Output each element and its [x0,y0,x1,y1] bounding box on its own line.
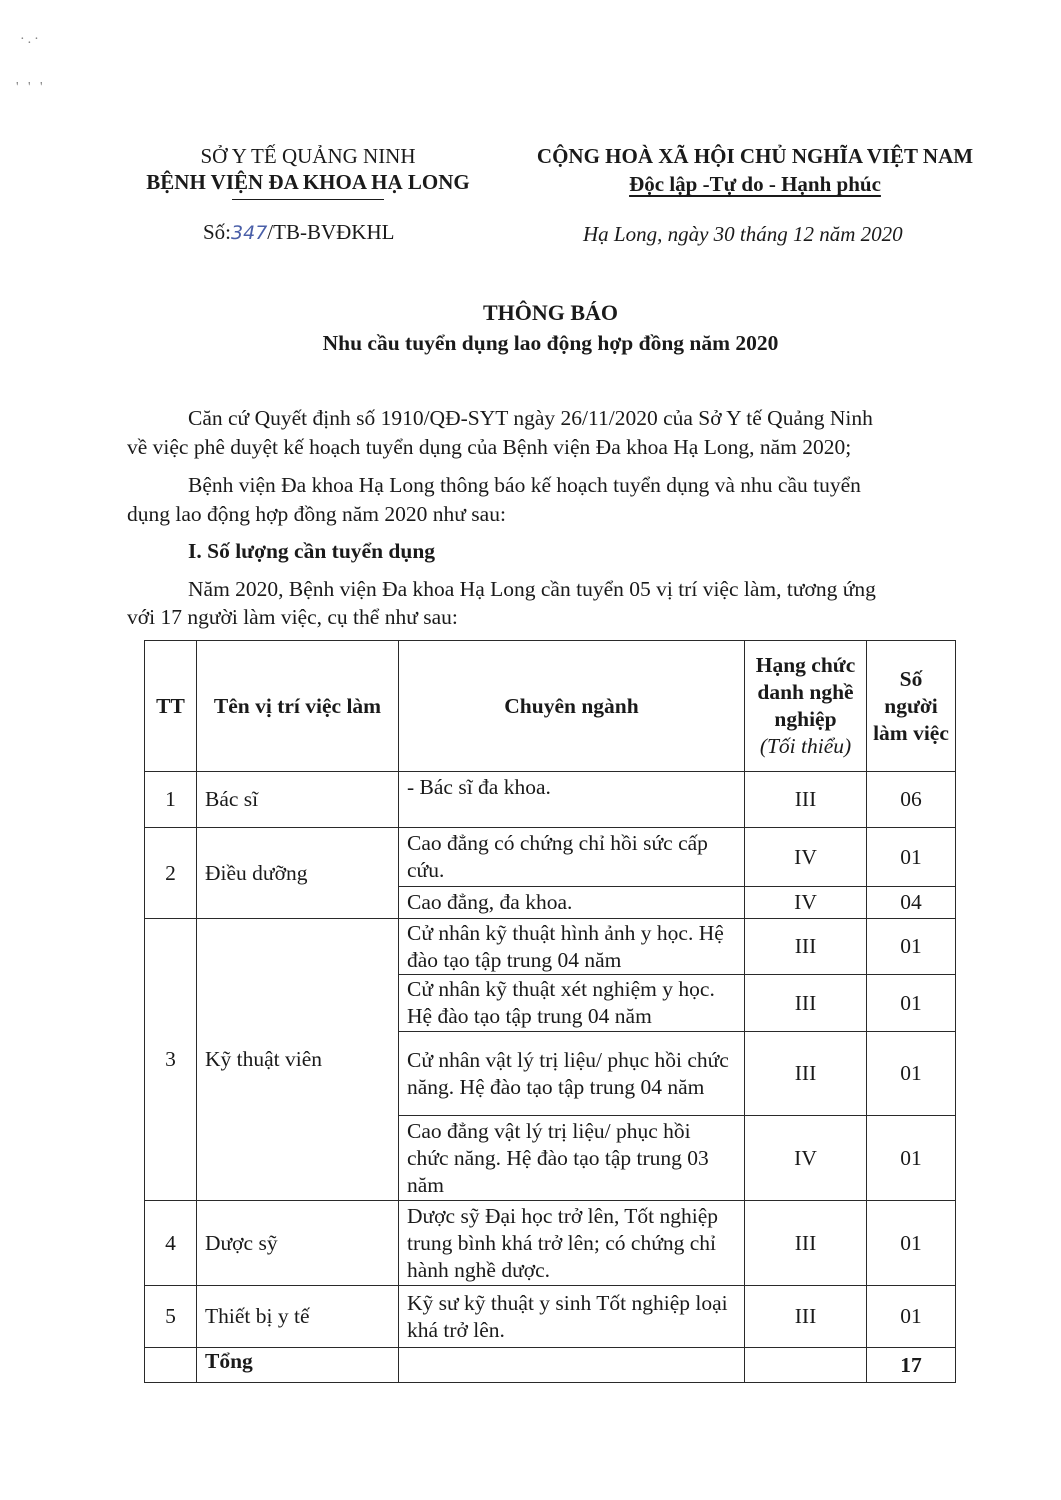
header-position: Tên vị trí việc làm [197,641,399,772]
cell-tt: 1 [145,772,197,828]
cell-specialty: Cao đẳng vật lý trị liệu/ phục hồi chức năng. Hệ đào tạo tập trung 03 năm [399,1116,745,1201]
cell-rank-empty [745,1348,867,1383]
section-heading: I. Số lượng cần tuyển dụng [188,539,436,563]
cell-count: 01 [867,1116,956,1201]
cell-specialty: Cao đẳng, đa khoa. [399,887,745,919]
page-title: THÔNG BÁO [482,300,619,325]
cell-specialty-empty [399,1348,745,1383]
cell-specialty: - Bác sĩ đa khoa. [399,772,745,828]
header-rank-note: (Tối thiểu) [759,734,852,758]
header-specialty: Chuyên ngành [399,641,745,772]
cell-specialty: Cử nhân vật lý trị liệu/ phục hồi chức năng. Hệ đào tạo tập trung 04 năm [399,1032,745,1116]
cell-position: Bác sĩ [197,772,399,828]
table-row [145,1286,956,1348]
cell-position: Điều dưỡng [197,828,399,919]
cell-count: 01 [867,828,956,887]
cell-specialty: Cao đẳng có chứng chỉ hồi sức cấp cứu. [399,828,745,887]
number-suffix: /TB-BVĐKHL [267,220,395,244]
table-row [145,772,956,828]
cell-count: 01 [867,1201,956,1286]
cell-tt-empty [145,1348,197,1383]
header-rank-label: Hạng chức danh nghề nghiệp [755,653,856,731]
number-prefix: Số: [203,220,232,244]
document-number [203,218,394,247]
agency-name: SỞ Y TẾ QUẢNG NINH [200,144,416,168]
cell-rank: III [745,919,867,975]
paragraph-1-line-2: về việc phê duyệt kế hoạch tuyển dụng của Bệnh viện Đa khoa Hạ Long, năm 2020; [127,435,852,459]
hospital-name: BỆNH VIỆN ĐA KHOA HẠ LONG [146,170,470,194]
motto [555,170,955,198]
scan-specks-2: ' ' ' [16,80,46,95]
total-value: 17 [867,1348,956,1383]
table-row [145,828,956,887]
cell-count: 01 [867,975,956,1032]
paragraph-3-line-2: với 17 người làm việc, cụ thể như sau: [127,605,458,629]
header-tt: TT [145,641,197,772]
total-label: Tổng [197,1348,399,1383]
header-count: Số người làm việc [867,641,956,772]
cell-rank: III [745,772,867,828]
paragraph-1-line-1: Căn cứ Quyết định số 1910/QĐ-SYT ngày 26/11/2020 của Sở Y tế Quảng Ninh [188,406,873,430]
cell-count: 01 [867,1032,956,1116]
cell-position: Thiết bị y tế [197,1286,399,1348]
table-row [145,1201,956,1286]
cell-tt: 2 [145,828,197,919]
table-total-row [145,1348,956,1383]
scan-specks: ·.· [20,32,42,47]
recruitment-table [144,640,956,1383]
hospital-underline [232,199,384,200]
country-name: CỘNG HOÀ XÃ HỘI CHỦ NGHĨA VIỆT NAM [536,144,974,168]
cell-rank: III [745,1286,867,1348]
cell-count: 04 [867,887,956,919]
cell-rank: IV [745,887,867,919]
cell-position: Dược sỹ [197,1201,399,1286]
cell-rank: IV [745,1116,867,1201]
header-rank [745,641,867,772]
cell-tt: 3 [145,919,197,1201]
paragraph-3-line-1: Năm 2020, Bệnh viện Đa khoa Hạ Long cần tuyển 05 vị trí việc làm, tương ứng [188,577,876,601]
table-header-row [145,641,956,772]
paragraph-2-line-1: Bệnh viện Đa khoa Hạ Long thông báo kế hoạch tuyển dụng và nhu cầu tuyển [188,473,861,497]
cell-rank: III [745,975,867,1032]
cell-specialty: Kỹ sư kỹ thuật y sinh Tốt nghiệp loại khá trở lên. [399,1286,745,1348]
cell-specialty: Dược sỹ Đại học trở lên, Tốt nghiệp trung bình khá trở lên; có chứng chỉ hành nghề dược. [399,1201,745,1286]
cell-rank: III [745,1201,867,1286]
paragraph-2-line-2: dụng lao động hợp đồng năm 2020 như sau: [127,502,506,526]
cell-count: 01 [867,919,956,975]
cell-tt: 4 [145,1201,197,1286]
cell-rank: IV [745,828,867,887]
cell-position: Kỹ thuật viên [197,919,399,1201]
cell-specialty: Cử nhân kỹ thuật xét nghiệm y học. Hệ đào tạo tập trung 04 năm [399,975,745,1032]
handwritten-number: 347 [231,222,268,244]
cell-specialty: Cử nhân kỹ thuật hình ảnh y học. Hệ đào tạo tập trung 04 năm [399,919,745,975]
motto-text: Độc lập -Tự do - Hạnh phúc [629,172,881,196]
cell-count: 01 [867,1286,956,1348]
page-subtitle: Nhu cầu tuyển dụng lao động hợp đồng năm 2020 [322,331,779,355]
issue-date: Hạ Long, ngày 30 tháng 12 năm 2020 [583,222,903,246]
cell-count: 06 [867,772,956,828]
cell-rank: III [745,1032,867,1116]
table-row [145,919,956,975]
cell-tt: 5 [145,1286,197,1348]
